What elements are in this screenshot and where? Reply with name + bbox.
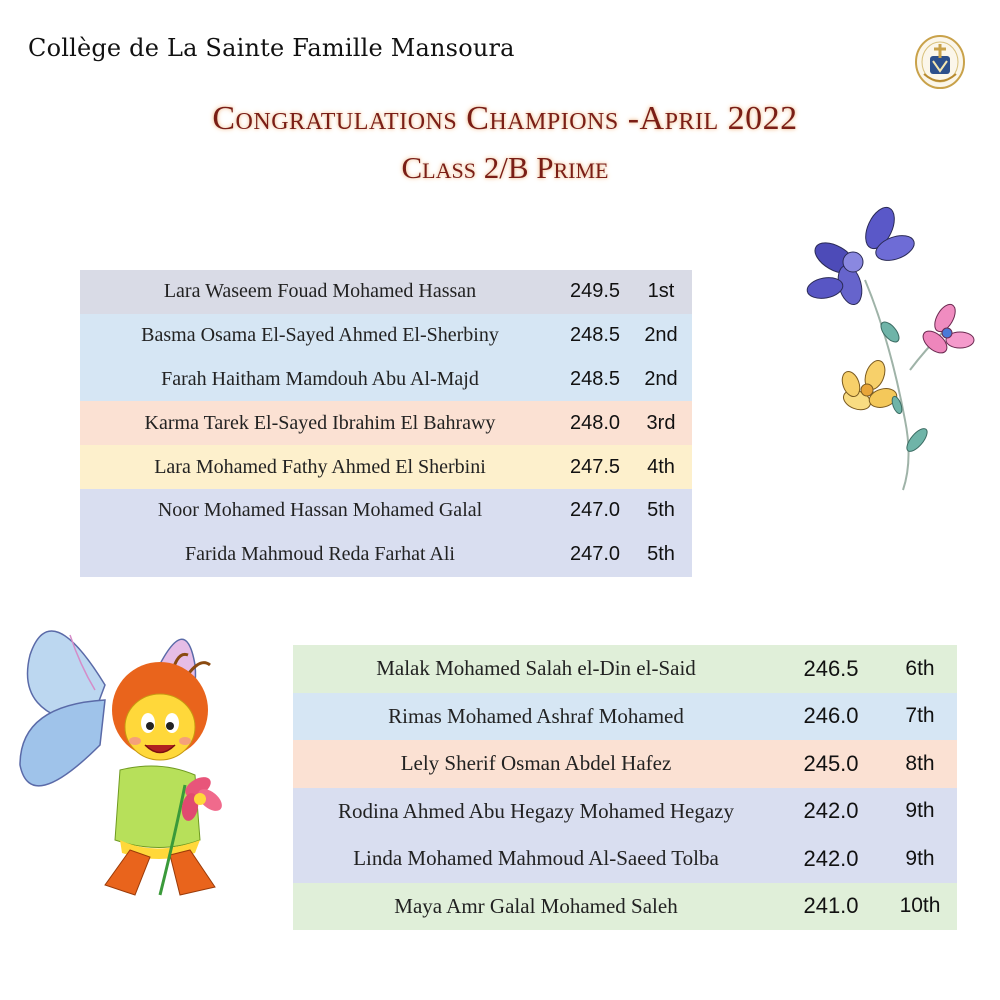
student-score: 247.0 <box>569 543 621 566</box>
ranking-row <box>80 445 692 489</box>
student-rank: 4th <box>647 455 675 478</box>
student-rank: 7th <box>905 704 935 728</box>
student-name: Basma Osama El-Sayed Ahmed El-Sherbiny <box>141 324 499 347</box>
student-score: 249.5 <box>569 280 621 303</box>
title-line-2: Class 2/B Prime <box>401 150 609 185</box>
flowers-illustration <box>795 200 985 495</box>
ranking-row <box>80 358 692 402</box>
title-line-1: Congratulations Champions -April 2022 <box>212 100 798 137</box>
ranking-row <box>293 788 957 836</box>
student-name: Linda Mohamed Mahmoud Al-Saeed Tolba <box>353 846 719 871</box>
student-name: Noor Mohamed Hassan Mohamed Galal <box>157 499 483 522</box>
student-rank: 2nd <box>644 367 678 390</box>
ranking-row <box>293 693 957 741</box>
ranking-row <box>80 401 692 445</box>
ranking-row <box>293 645 957 693</box>
student-score: 246.5 <box>803 655 859 681</box>
student-score: 242.0 <box>803 798 859 824</box>
student-name: Maya Amr Galal Mohamed Saleh <box>394 893 678 918</box>
ranking-row <box>80 314 692 358</box>
student-name: Farah Haitham Mamdouh Abu Al-Majd <box>161 367 479 390</box>
ranking-row <box>80 533 692 577</box>
ranking-row <box>293 835 957 883</box>
school-crest-icon <box>914 34 966 90</box>
student-rank: 10th <box>899 894 941 918</box>
student-rank: 3rd <box>646 411 676 434</box>
student-rank: 5th <box>647 499 675 522</box>
butterfly-girl-illustration <box>10 595 240 905</box>
student-name: Karma Tarek El-Sayed Ibrahim El Bahrawy <box>144 411 496 434</box>
student-score: 246.0 <box>803 703 859 729</box>
student-name: Malak Mohamed Salah el-Din el-Said <box>376 656 696 681</box>
student-score: 242.0 <box>803 845 859 871</box>
student-name: Lara Mohamed Fathy Ahmed El Sherbini <box>154 455 486 478</box>
student-score: 248.5 <box>569 324 621 347</box>
student-rank: 2nd <box>644 324 678 347</box>
student-rank: 6th <box>905 656 935 680</box>
student-rank: 5th <box>647 543 675 566</box>
student-name: Farida Mahmoud Reda Farhat Ali <box>185 543 455 566</box>
student-score: 247.5 <box>569 455 621 478</box>
student-name: Lely Sherif Osman Abdel Hafez <box>400 751 672 776</box>
bottom-rankings-table <box>293 645 957 930</box>
student-rank: 1st <box>647 280 675 303</box>
student-score: 247.0 <box>569 499 621 522</box>
ranking-row <box>293 740 957 788</box>
student-score: 248.5 <box>569 367 621 390</box>
student-name: Rodina Ahmed Abu Hegazy Mohamed Hegazy <box>338 798 734 823</box>
student-name: Lara Waseem Fouad Mohamed Hassan <box>163 280 477 303</box>
student-score: 248.0 <box>569 411 621 434</box>
student-rank: 9th <box>905 846 935 870</box>
ranking-row <box>80 270 692 314</box>
school-name: Collège de La Sainte Famille Mansoura <box>28 34 515 62</box>
top-rankings-table <box>80 270 692 577</box>
ranking-row <box>293 883 957 931</box>
student-score: 241.0 <box>803 893 859 919</box>
ranking-row <box>80 489 692 533</box>
student-rank: 8th <box>905 751 935 775</box>
student-rank: 9th <box>905 799 935 823</box>
student-name: Rimas Mohamed Ashraf Mohamed <box>388 703 684 728</box>
student-score: 245.0 <box>803 750 859 776</box>
